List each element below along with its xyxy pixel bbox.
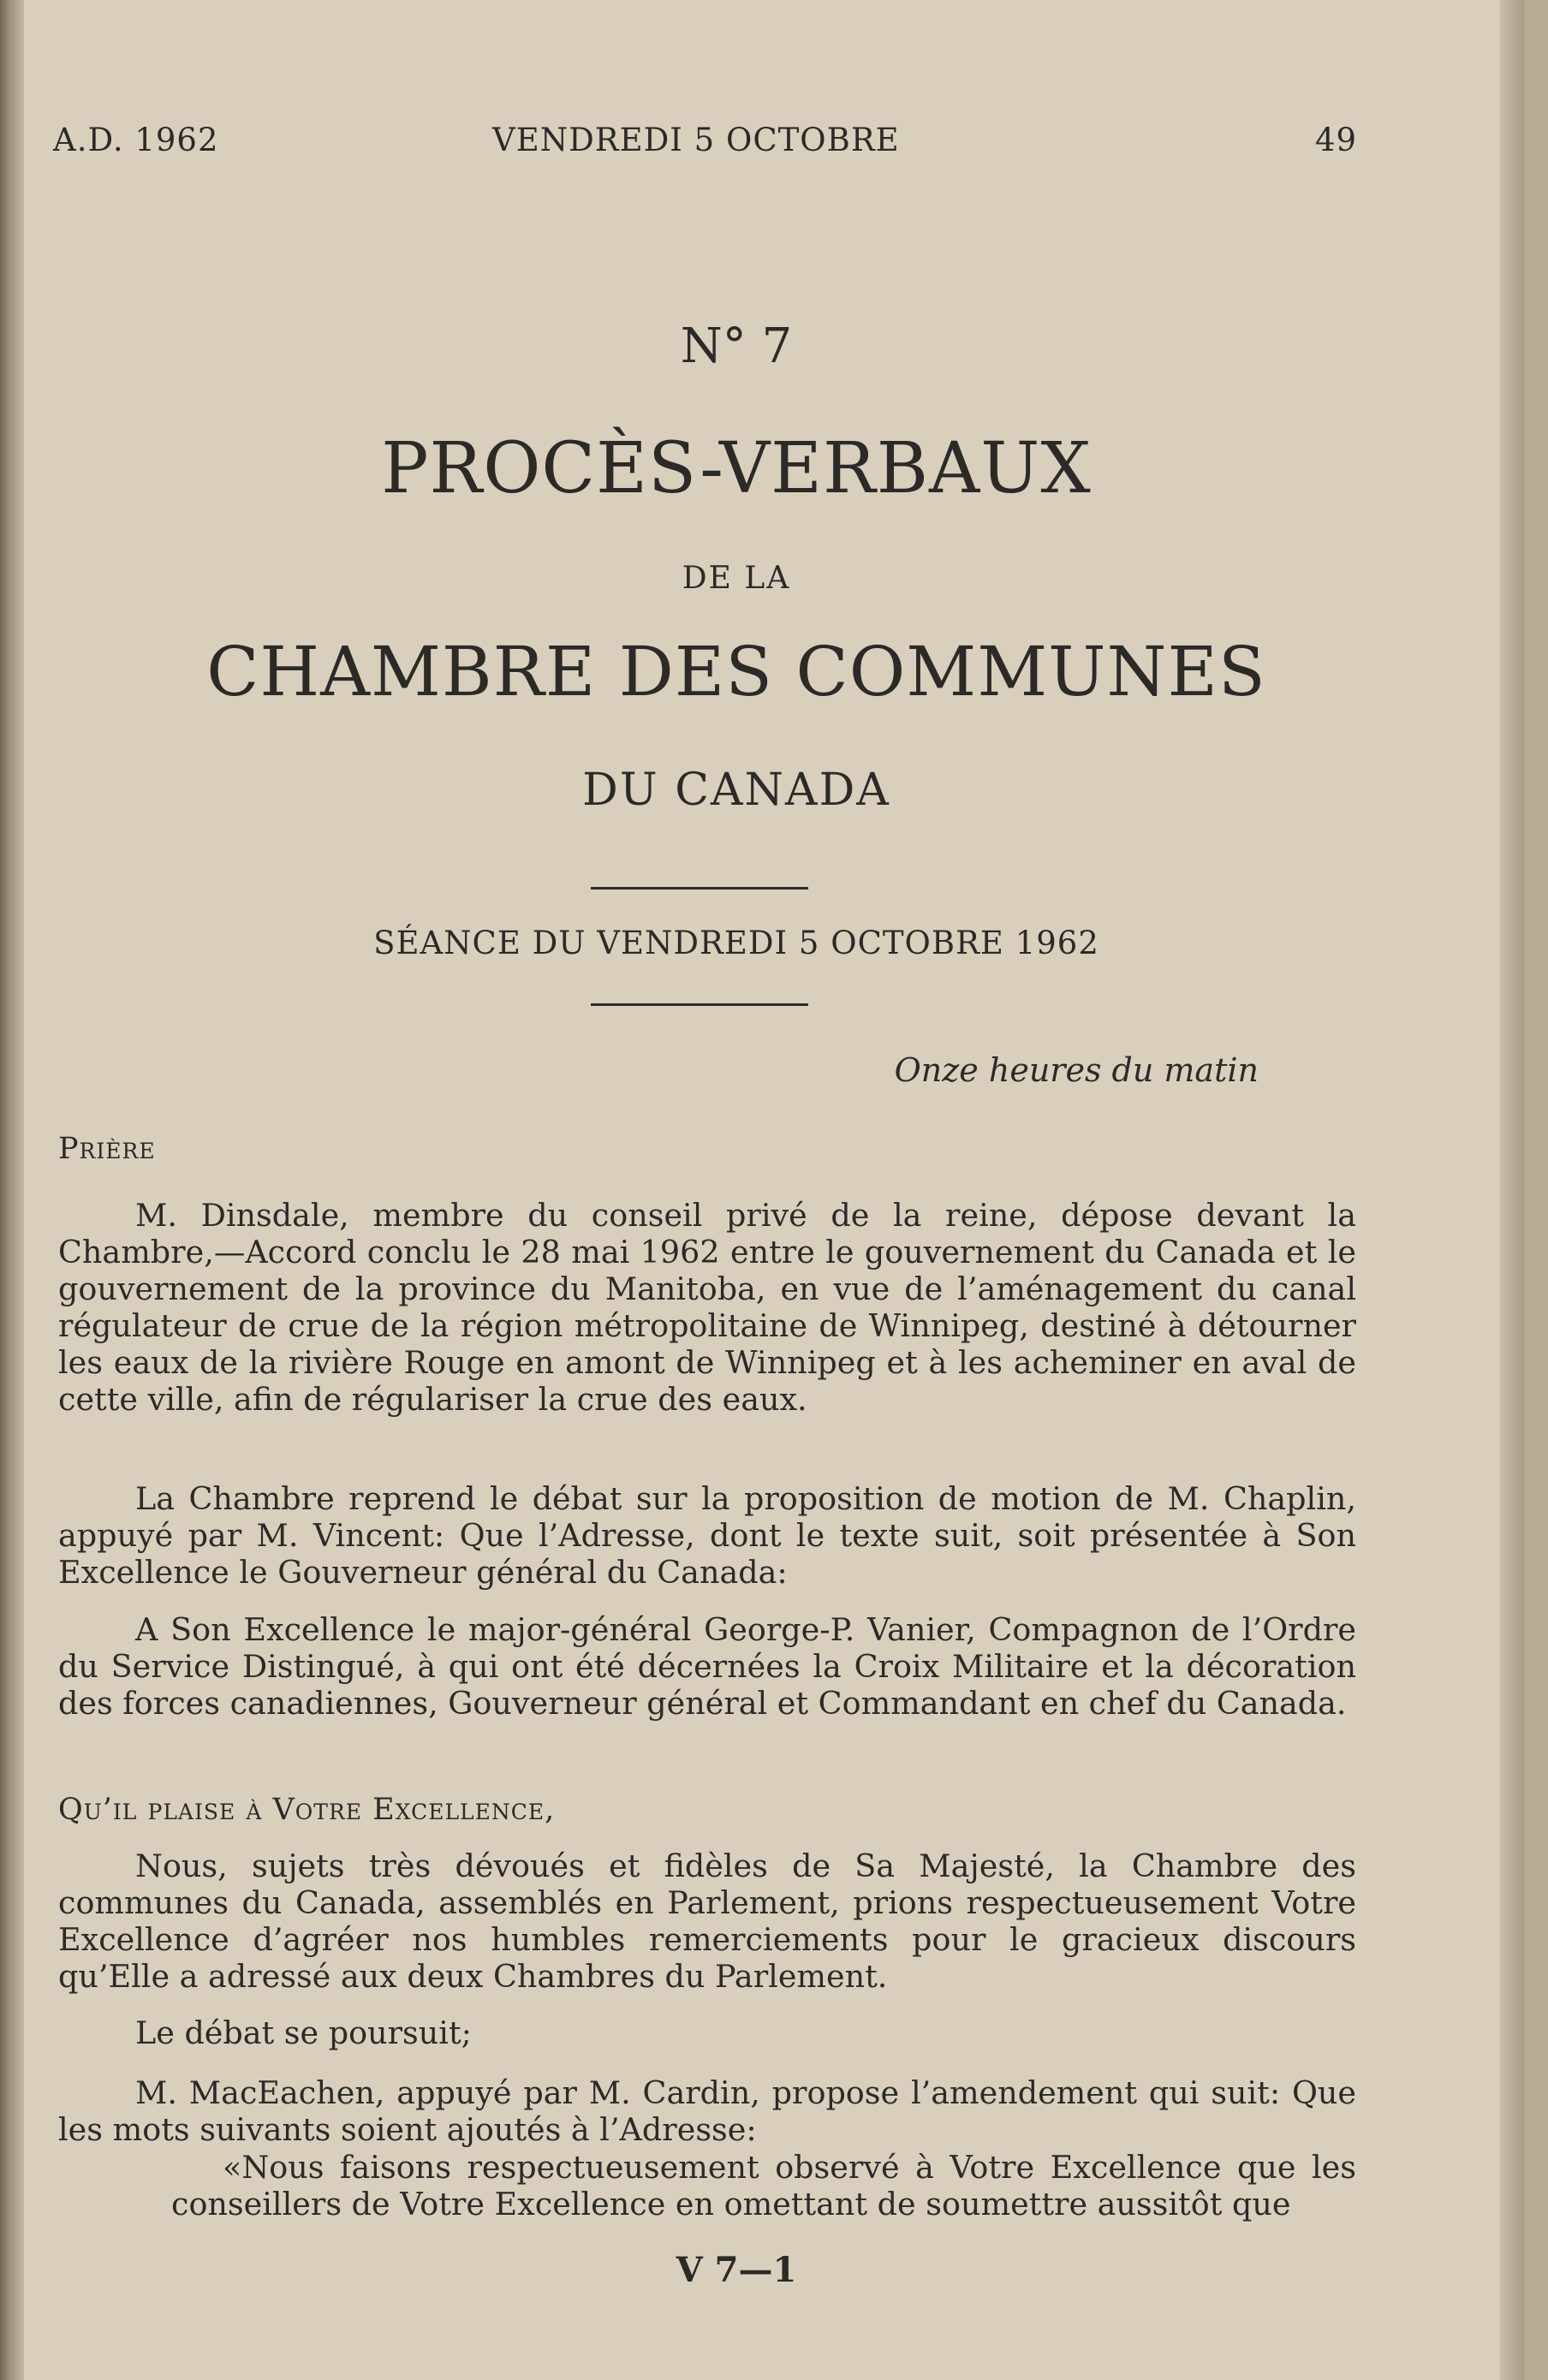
paragraph-maceachen: M. MacEachen, appuyé par M. Cardin, propose l’amendement qui suit: Que les mots suivants soient ajoutés à l’Adresse:: [58, 2074, 1356, 2148]
paragraph-debat-poursuit: Le débat se poursuit;: [135, 2014, 472, 2051]
heading-qu-il-plaise: Qu’il plaise à Votre Excellence,: [58, 1793, 556, 1827]
running-head-date: VENDREDI 5 OCTOBRE: [492, 122, 900, 158]
title-chambre-des-communes: CHAMBRE DES COMMUNES: [206, 632, 1266, 711]
issue-number: N° 7: [680, 318, 793, 374]
page-number: 49: [1315, 122, 1358, 158]
title-de-la: DE LA: [682, 561, 791, 596]
running-head-year: A.D. 1962: [53, 122, 219, 158]
title-du-canada: DU CANADA: [582, 765, 890, 816]
paragraph-address-vanier: A Son Excellence le major-général George-P. Vanier, Compagnon de l’Ordre du Service Distingué, à qui ont été décernées la Croix Militaire et la décoration des forces canadiennes, Gouverneur général et Commandant en chef du Canada.: [58, 1611, 1356, 1722]
title-proces-verbaux: PROCÈS-VERBAUX: [381, 428, 1092, 509]
divider-top: [591, 887, 808, 890]
session-heading: SÉANCE DU VENDREDI 5 OCTOBRE 1962: [373, 925, 1099, 961]
heading-priere: Prière: [58, 1132, 156, 1166]
paragraph-debate-resumes: La Chambre reprend le débat sur la proposition de motion de M. Chaplin, appuyé par M. Vincent: Que l’Adresse, dont le texte suit, soit présentée à Son Excellence le Gouverneur général du Canada:: [58, 1480, 1356, 1591]
paragraph-dinsdale: M. Dinsdale, membre du conseil privé de la reine, dépose devant la Chambre,—Accord conclu le 28 mai 1962 entre le gouvernement du Canada et le gouvernement de la province du Manitoba, en vue de l’aménagement du canal régulateur de crue de la région métropolitaine de Winnipeg, destiné à détourner les eaux de la rivière Rouge en amont de Winnipeg et à les acheminer en aval de cette ville, afin de régulariser la crue des eaux.: [58, 1197, 1356, 1418]
divider-bottom: [591, 1003, 808, 1006]
signature-mark: V 7—1: [676, 2250, 797, 2290]
page-edge: [1500, 0, 1524, 2380]
paragraph-nous-sujets: Nous, sujets très dévoués et fidèles de Sa Majesté, la Chambre des communes du Canada, assemblés en Parlement, prions respectueusement Votre Excellence d’agréer nos humbles remerciements pour le gracieux discours qu’Elle a adressé aux deux Chambres du Parlement.: [58, 1847, 1356, 1995]
session-time: Onze heures du matin: [894, 1051, 1259, 1089]
quoted-amendment: «Nous faisons respectueusement observé à Votre Excellence que les conseillers de Votre Excellence en omettant de soumettre aussitôt que: [171, 2149, 1356, 2222]
